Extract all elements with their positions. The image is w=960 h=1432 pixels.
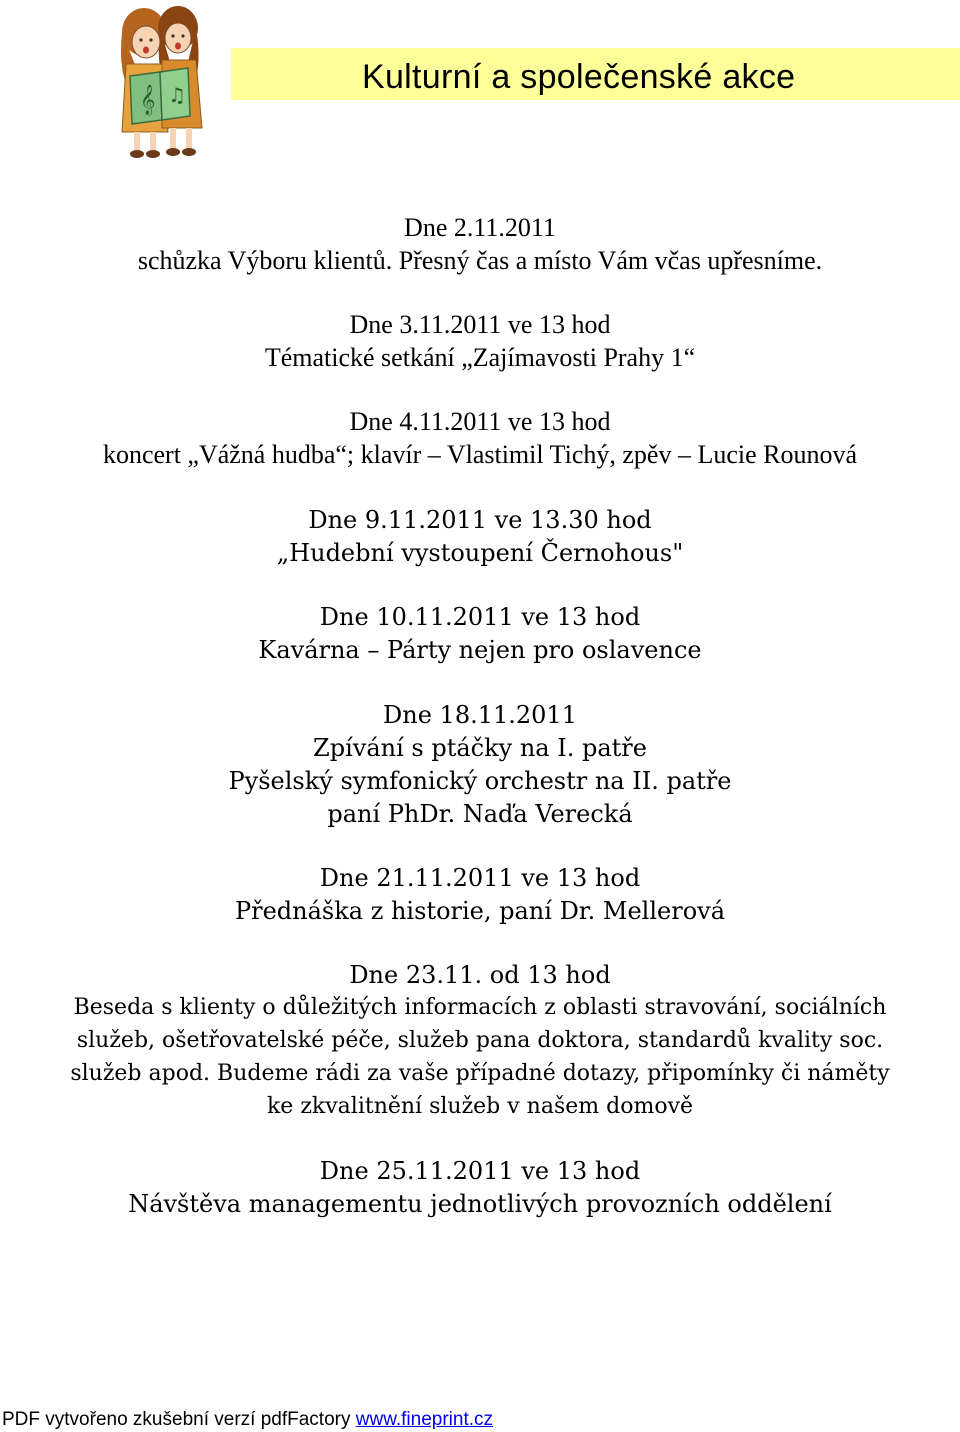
event-date: Dne 10.11.2011 ve 13 hod: [319, 603, 641, 631]
event-date: Dne 4.11.2011 ve 13 hod: [349, 407, 611, 436]
event-detail: koncert „Vážná hudba“; klavír – Vlastimil Tichý, zpěv – Lucie Rounová: [102, 440, 858, 469]
footer-text: PDF vytvořeno zkušební verzí pdfFactory: [2, 1409, 356, 1430]
event-date: Dne 21.11.2011 ve 13 hod: [319, 864, 641, 892]
event-detail: paní PhDr. Naďa Verecká: [327, 800, 633, 828]
event-detail: služeb, ošetřovatelské péče, služeb pana doktora, standardů kvality soc.: [76, 1028, 884, 1053]
event-date: Dne 25.11.2011 ve 13 hod: [319, 1157, 641, 1185]
event-date: Dne 9.11.2011 ve 13.30 hod: [308, 506, 652, 534]
event-detail: „Hudební vystoupení Černohous": [276, 539, 684, 567]
event-detail: služeb apod. Budeme rádi za vaše případné dotazy, připomínky či náměty: [70, 1061, 890, 1086]
event-detail: Zpívání s ptáčky na I. patře: [313, 734, 647, 762]
event-detail: Beseda s klienty o důležitých informacích z oblasti stravování, sociálních: [73, 995, 887, 1020]
event-date: Dne 18.11.2011: [383, 701, 577, 729]
page-title: Kulturní a společenské akce: [362, 58, 796, 96]
event-detail: Přednáška z historie, paní Dr. Mellerová: [234, 897, 726, 925]
footer-link[interactable]: www.fineprint.cz: [355, 1409, 494, 1430]
singing-children-icon: [108, 2, 208, 162]
event-date: Dne 3.11.2011 ve 13 hod: [349, 310, 611, 339]
event-detail: Pyšelský symfonický orchestr na II. patře: [228, 767, 732, 795]
event-date: Dne 2.11.2011: [404, 213, 556, 242]
svg-text:𝄞: 𝄞: [140, 85, 156, 115]
event-date: Dne 23.11. od 13 hod: [349, 961, 611, 989]
event-detail: Návštěva managementu jednotlivých provozních oddělení: [128, 1190, 832, 1218]
event-detail: Tématické setkání „Zajímavosti Prahy 1“: [264, 343, 696, 372]
svg-text:♫: ♫: [168, 83, 186, 107]
event-detail: schůzka Výboru klientů. Přesný čas a místo Vám včas upřesníme.: [137, 246, 823, 275]
event-detail: ke zkvalitnění služeb v našem domově: [266, 1094, 694, 1119]
event-detail: Kavárna – Párty nejen pro oslavence: [258, 636, 702, 664]
pdf-footer: [2, 1408, 493, 1432]
